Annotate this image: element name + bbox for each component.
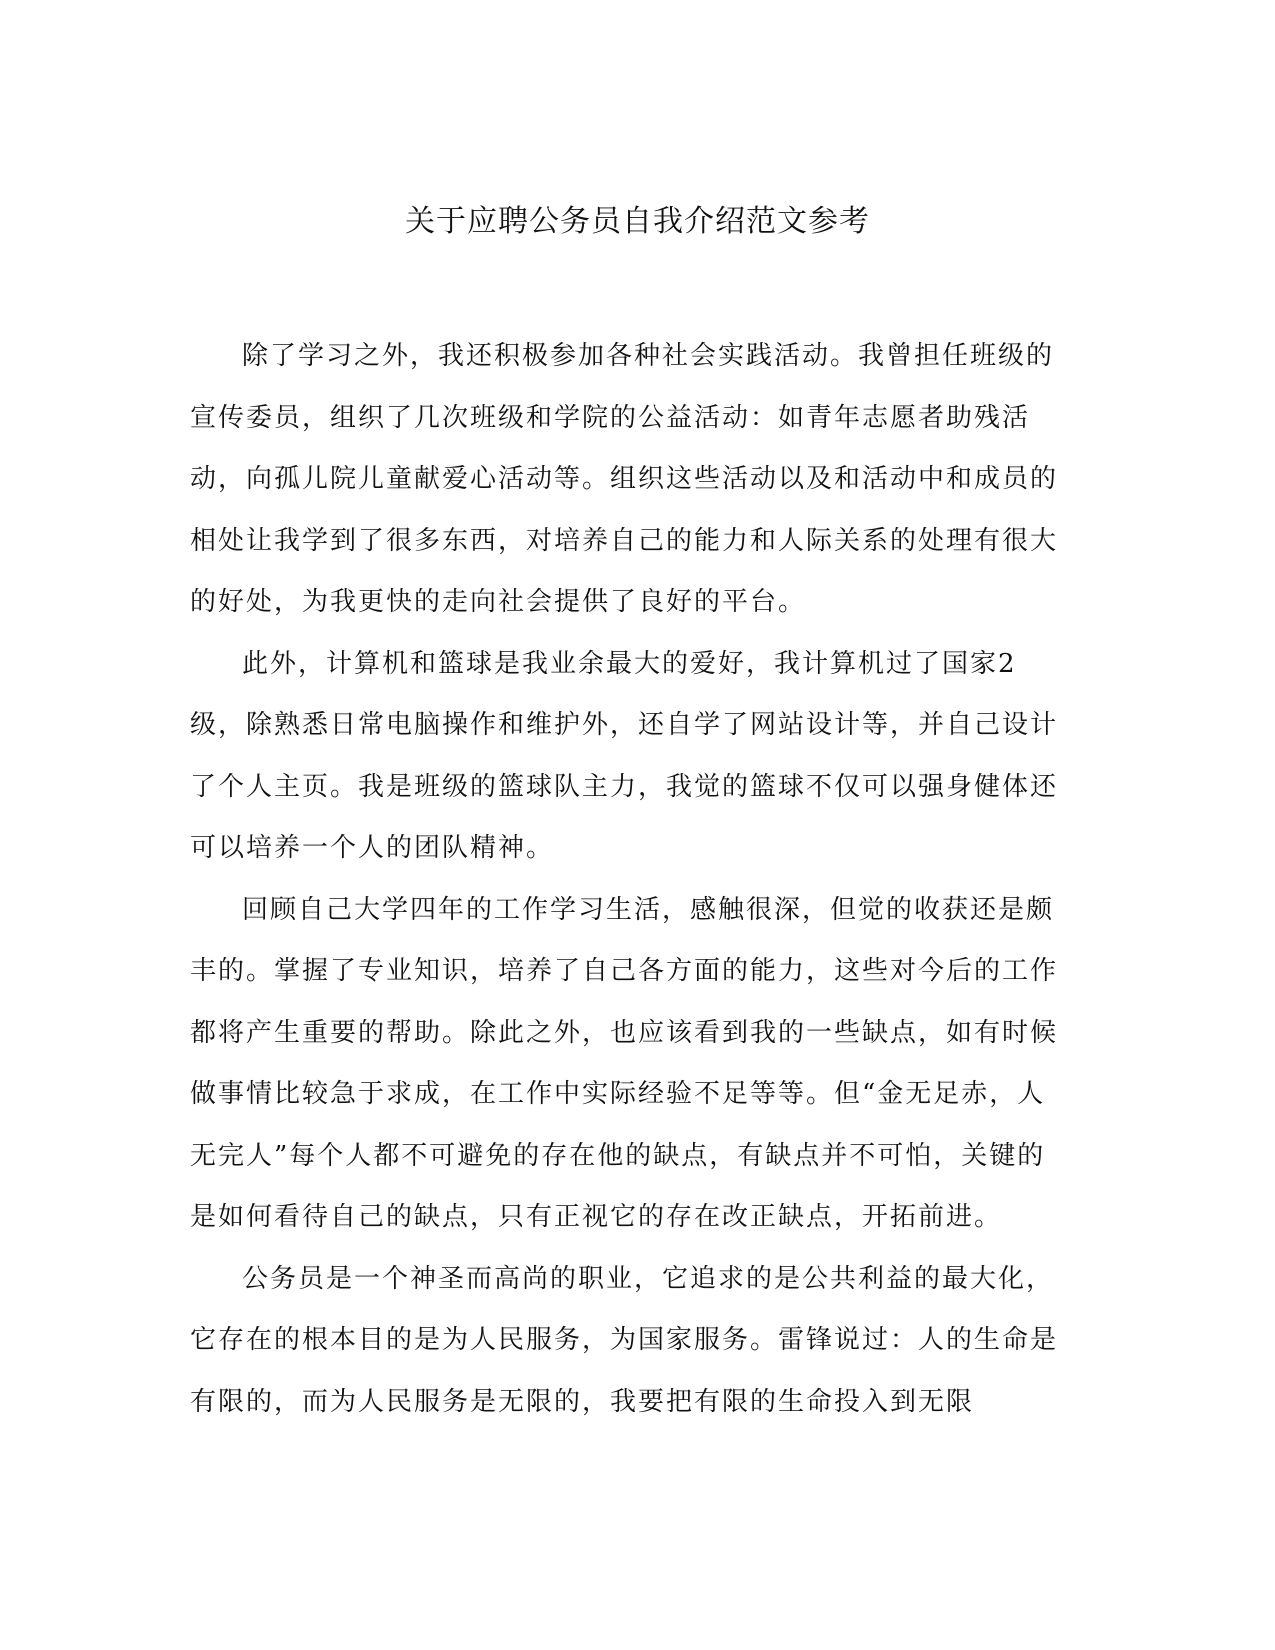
paragraph-activities: 除了学习之外，我还积极参加各种社会实践活动。我曾担任班级的宣传委员，组织了几次班级和学院的公益活动：如青年志愿者助残活动，向孤儿院儿童献爱心活动等。组织这些活动以及和活动中和成员的相处让我学到了很多东西，对培养自己的能力和人际关系的处理有很大的好处，为我更快的走向社会提供了良好的平台。 [190, 341, 1059, 617]
document-body [190, 326, 1070, 1433]
paragraph-hobbies: 此外，计算机和篮球是我业余最大的爱好，我计算机过了国家2级，除熟悉日常电脑操作和维护外，还自学了网站设计等，并自己设计了个人主页。我是班级的篮球队主力，我觉的篮球不仅可以强身健体还可以培养一个人的团队精神。 [190, 648, 1059, 863]
paragraph-civil-servant: 公务员是一个神圣而高尚的职业，它追求的是公共利益的最大化，它存在的根本目的是为人民服务，为国家服务。雷锋说过：人的生命是有限的，而为人民服务是无限的，我要把有限的生命投入到无限 [190, 1263, 1059, 1417]
paragraph-reflection: 回顾自己大学四年的工作学习生活，感触很深，但觉的收获还是颇丰的。掌握了专业知识，培养了自己各方面的能力，这些对今后的工作都将产生重要的帮助。除此之外，也应该看到我的一些缺点，如有时候做事情比较急于求成，在工作中实际经验不足等等。但“金无足赤，人无完人”每个人都不可避免的存在他的缺点，有缺点并不可怕，关键的是如何看待自己的缺点，只有正视它的存在改正缺点，开拓前进。 [190, 894, 1059, 1232]
document-title: 关于应聘公务员自我介绍范文参考 [405, 204, 870, 239]
